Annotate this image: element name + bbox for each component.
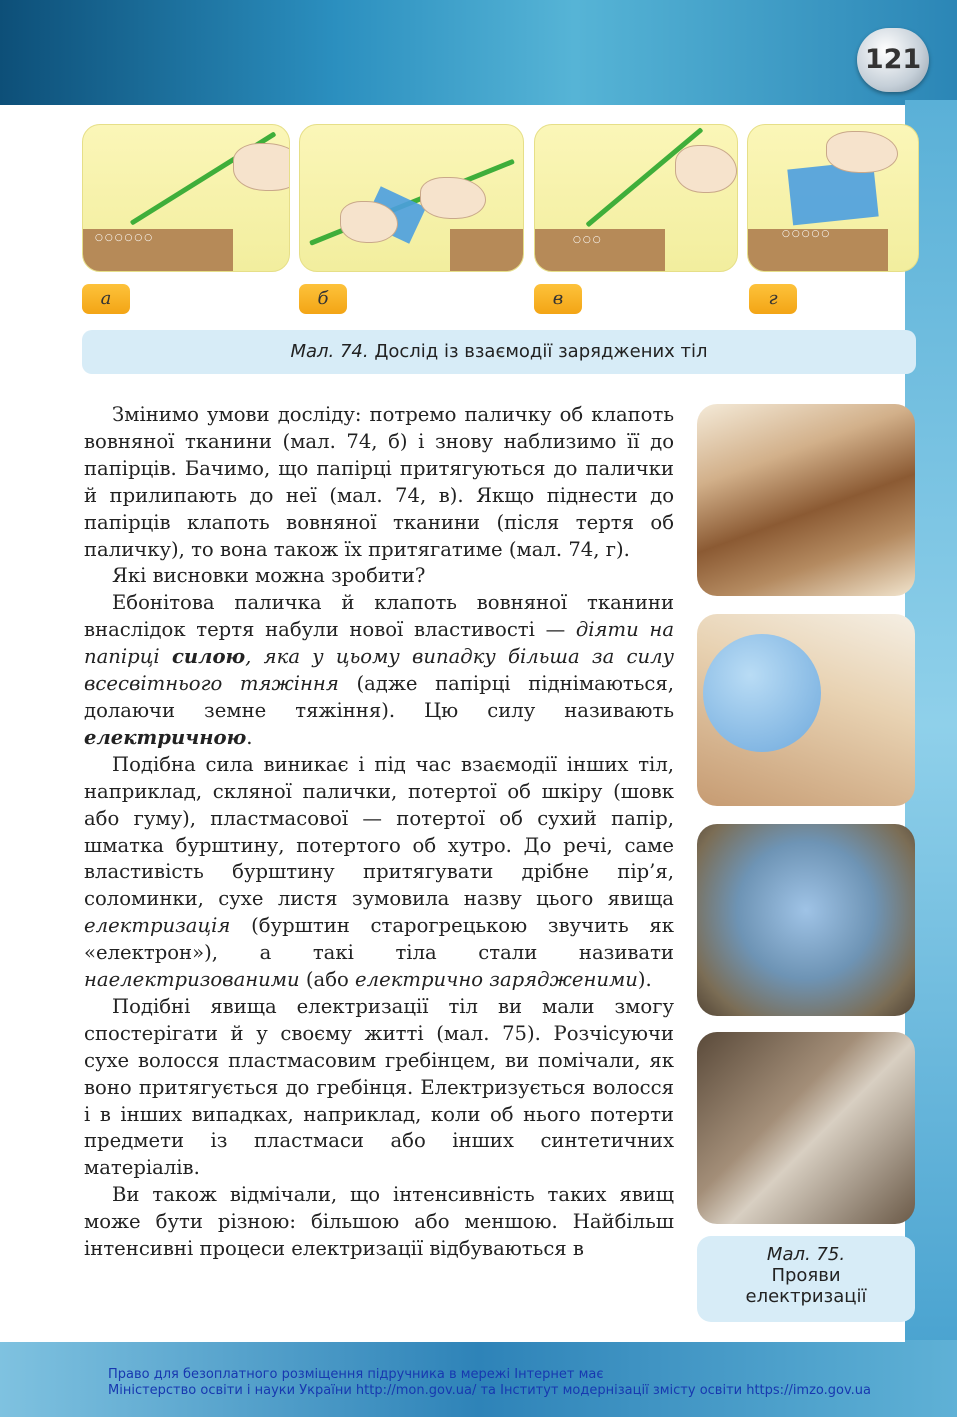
paragraph-2: Які висновки можна зробити? xyxy=(112,564,426,588)
page-number: 121 xyxy=(857,28,929,92)
footer-line-2: Міністерство освіти і науки України http://mon.gov.ua/ та Інститут модернізації змісту освіти https://imzo.gov.ua xyxy=(108,1383,872,1398)
paragraph-5: Подібні явища електризації тіл ви мали змогу спостерігати й у своєму житті (мал. 75). Розчісуючи сухе волосся пластмасовим гребінцем, ви помічали, як воно притягується до гребінця. Електризується волосся і в інших випадках, наприклад, коли об нього потерти предмети із пластмаси або інших синтетичних матеріалів. xyxy=(84,994,674,1180)
figure-75-caption-line1: Прояви xyxy=(771,1265,841,1286)
term-electric: електричною xyxy=(84,725,247,749)
figure-74-label-a: а xyxy=(82,284,130,314)
paragraph-3: Ебонітова паличка й клапоть вовняної тканини внаслідок тертя набули нової властивості — діяти на папірці силою, яка у цьому випадку більша за силу всесвітнього тяжіння (адже папірці піднімаються, долаючи земне тяжіння). Цю силу називають електричною. xyxy=(84,591,674,749)
header-background xyxy=(0,0,957,110)
figure-75-caption xyxy=(697,1236,915,1322)
photo-balloon-girl xyxy=(697,614,915,806)
figure-74d-illustration: ○○○○○ xyxy=(747,124,919,272)
paragraph-4: Подібна сила виникає і під час взаємодії інших тіл, наприклад, скляної палички, потертої об шкіру (шовк або гуму), пластмасової — потертої об сухий папір, шматка бурштину, потертого об хутро. До речі, саме властивість бурштину притягувати дрібне пір’я, соломинки, сухе листя зумовила назву цього явища електризація (бурштин старогрецькою звучить як «електрон»), а такі тіла стали називати наелектризованими (або електрично зарядженими). xyxy=(84,752,674,992)
footer-notice xyxy=(108,1367,888,1399)
figure-74c-illustration: ○○○ xyxy=(534,124,738,272)
figure-74b-illustration xyxy=(299,124,524,272)
figure-74-label-d: г xyxy=(749,284,797,314)
figure-74-label-b: б xyxy=(299,284,347,314)
figure-74-label-c: в xyxy=(534,284,582,314)
paragraph-1: Змінимо умови досліду: потремо паличку об клапоть вовняної тканини (мал. 74, б) і знову наблизимо її до папірців. Бачимо, що папірці притягуються до палички й прилипають до неї (мал. 74, в). Якщо піднести до папірців клапоть вовняної тканини (після тертя об паличку), то вона також їх притягатиме (мал. 74, г). xyxy=(84,403,674,561)
photo-hair-brush xyxy=(697,404,915,596)
body-text xyxy=(84,402,674,1263)
photo-static-hair xyxy=(697,1032,915,1224)
figure-74-caption-text: Дослід із взаємодії заряджених тіл xyxy=(368,341,708,362)
figure-74-caption-label: Мал. 74. xyxy=(290,341,369,362)
figure-75-caption-line2: електризації xyxy=(745,1286,867,1307)
figure-75-caption-label: Мал. 75. xyxy=(766,1244,846,1265)
photo-child-slide xyxy=(697,824,915,1016)
figure-74a-illustration: ○○○○○○ xyxy=(82,124,290,272)
footer-line-1: Право для безоплатного розміщення підручника в мережі Інтернет має xyxy=(108,1367,604,1382)
figure-74-caption xyxy=(82,330,916,374)
paragraph-6: Ви також відмічали, що інтенсивність таких явищ може бути різною: більшою або меншою. Найбільш інтенсивні процеси електризації відбуваються в xyxy=(84,1183,674,1261)
